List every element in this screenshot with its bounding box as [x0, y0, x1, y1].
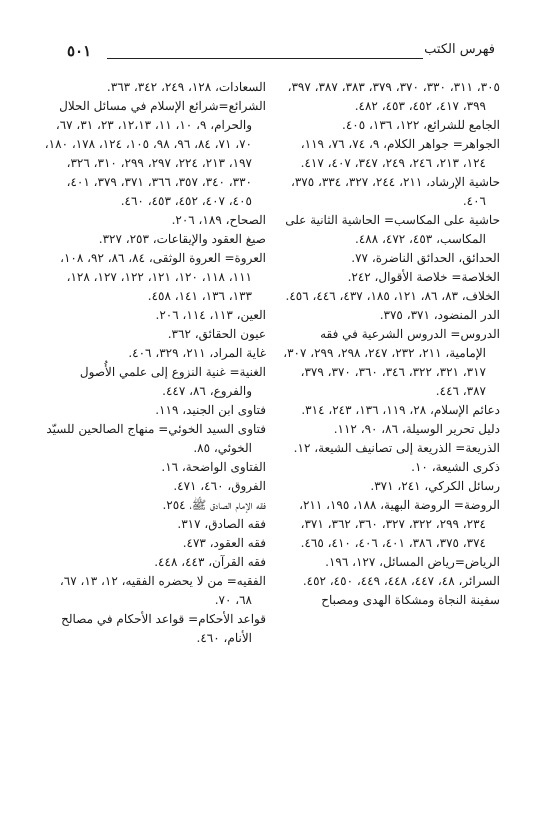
- index-entry: ٣٠٥، ٣١١، ٣٣٠، ٣٧٠، ٣٧٩، ٣٨٣، ٣٨٧، ٣٩٧، ٣٩٩، ٤١٧، ٤٥٢، ٤٥٣، ٤٨٢.: [287, 80, 500, 113]
- running-title: فهرس الكتب: [424, 42, 495, 57]
- index-entry: الفروق، ٤٦٠، ٤٧١.: [173, 479, 266, 493]
- index-entry: عيون الحقائق، ٣٦٢.: [167, 327, 266, 341]
- index-entry: دعائم الإسلام، ٢٨، ١١٩، ١٣٦، ٢٤٣، ٣١٤.: [301, 403, 500, 417]
- index-entry: الرياض=رياض المسائل، ١٢٧، ١٩٦.: [325, 555, 500, 569]
- index-entry: السعادات، ١٢٨، ٢٤٩، ٣٤٢، ٣٦٣.: [106, 80, 266, 94]
- index-entry: حاشية الإرشاد، ٢١١، ٢٤٤، ٣٢٧، ٣٣٤، ٣٧٥، ٤٠٦.: [290, 175, 500, 208]
- right-column: [278, 78, 500, 610]
- index-entry: الجامع للشرائع، ١٢٢، ١٣٦، ٤٠٥.: [342, 118, 500, 132]
- index-entry: الدروس= الدروس الشرعية في فقه الإمامية، ٢١١، ٢٣٢، ٢٤٧، ٢٩٨، ٢٩٩، ٣٠٧، ٣١٧، ٣٢١، ٣٢٢، ٣٤٦، ٣٦٠، ٣٧٠، ٣٧٩، ٣٨٧، ٤٤٦.: [283, 327, 500, 398]
- index-entry: الخلاف، ٨٣، ٨٦، ١٢١، ١٨٥، ٤٣٧، ٤٤٦، ٤٥٦.: [285, 289, 500, 303]
- index-entry: الخلاصة= خلاصة الأقوال، ٢٤٢.: [347, 270, 500, 284]
- index-entry: صيغ العقود والإيقاعات، ٢٥٣، ٣٢٧.: [98, 232, 266, 246]
- index-entry: الجواهر= جواهر الكلام، ٩، ٧٤، ٧٦، ١١٩، ١٢٤، ٢١٣، ٢٤٦، ٢٤٩، ٣٤٧، ٤٠٧، ٤١٧.: [300, 137, 500, 170]
- index-entry: السرائر، ٤٨، ٤٤٧، ٤٤٨، ٤٤٩، ٤٥٠، ٤٥٢.: [302, 574, 500, 588]
- index-entry: قواعد الأحكام= قواعد الأحكام في مصالح الأنام، ٤٦٠.: [61, 612, 266, 645]
- index-entry: الذريعة= الذريعة إلى تصانيف الشيعة، ١٢.: [293, 441, 500, 455]
- index-entry: فتاوى ابن الجنيد، ١١٩.: [155, 403, 266, 417]
- index-entry: فقه الإمام الصادق ﷺ، ٢٥٤.: [162, 498, 266, 512]
- index-entry: دليل تحرير الوسيلة، ٨٦، ٩٠، ١١٢.: [333, 422, 500, 436]
- index-entry: الشرائع=شرائع الإسلام في مسائل الحلال والحرام، ٩، ١٠، ١١، ١٢،١٣، ٢٣، ٣١، ٦٧، ٧٠، ٧١، ٨٤، ٩٦، ٩٨، ١٠٥، ١٢٤، ١٧٨، ١٨٠، ١٩٧، ٢١٣، ٢٢٤، ٢٩٧، ٢٩٩، ٣١٠، ٣٢٦، ٣٣٠، ٣٤٠، ٣٥٧، ٣٦٦، ٣٧١، ٣٧٩، ٤٠١، ٤٠٥، ٤٠٧، ٤٥٢، ٤٥٣، ٤٦٠.: [44, 99, 266, 208]
- index-entry: فقه العقود، ٤٧٣.: [182, 536, 266, 550]
- left-column: [44, 78, 266, 648]
- header-rule: [107, 58, 423, 59]
- page-number: ٥٠١: [67, 42, 92, 60]
- index-entry: رسائل الكركي، ٢٤١، ٣٧١.: [370, 479, 500, 493]
- index-entry: غاية المراد، ٢١١، ٣٢٩، ٤٠٦.: [128, 346, 266, 360]
- index-entry: الفتاوى الواضحة، ١٦.: [161, 460, 266, 474]
- index-entry: الصحاح، ١٨٩، ٢٠٦.: [171, 213, 266, 227]
- index-entry: الدر المنضود، ٣٧١، ٣٧٥.: [379, 308, 500, 322]
- index-entry: ذكرى الشيعة، ١٠.: [411, 460, 500, 474]
- index-entry: فقه الصادق، ٣١٧.: [177, 517, 266, 531]
- page-header: [55, 40, 495, 62]
- index-entry: الغنية= غنية النزوع إلى علمي الأُصول والفروع، ٨٦، ٤٤٧.: [79, 365, 266, 398]
- index-entry: حاشية على المكاسب= الحاشية الثانية على المكاسب، ٤٥٣، ٤٧٢، ٤٨٨.: [285, 213, 500, 246]
- index-entry: فتاوى السيد الخوئي= منهاج الصالحين للسيّد الخوئي، ٨٥.: [46, 422, 266, 455]
- index-entry: العروة= العروة الوثقى، ٨٤، ٨٦، ٩٢، ١٠٨، ١١١، ١١٨، ١٢٠، ١٢١، ١٢٢، ١٢٧، ١٢٨، ١٣٣، ١٣٦، ١٤١، ٤٥٨.: [60, 251, 266, 303]
- index-entry: الروضة= الروضة البهية، ١٨٨، ١٩٥، ٢١١، ٢٣٤، ٢٩٩، ٣٢٢، ٣٢٧، ٣٦٠، ٣٦٢، ٣٧١، ٣٧٤، ٣٧٥، ٣٨٦، ٤٠١، ٤٠٦، ٤١٠، ٤٦٥.: [299, 498, 500, 550]
- index-entry: فقه القرآن، ٤٤٣، ٤٤٨.: [154, 555, 266, 569]
- index-entry: العين، ١١٣، ١١٤، ٢٠٦.: [155, 308, 266, 322]
- index-entry: الحدائق، الحدائق الناضرة، ٧٧.: [351, 251, 500, 265]
- index-entry: سفينة النجاة ومشكاة الهدى ومصباح: [321, 593, 500, 607]
- index-entry: الفقيه= من لا يحضره الفقيه، ١٢، ١٣، ٦٧، ٦٨، ٧٠.: [59, 574, 266, 607]
